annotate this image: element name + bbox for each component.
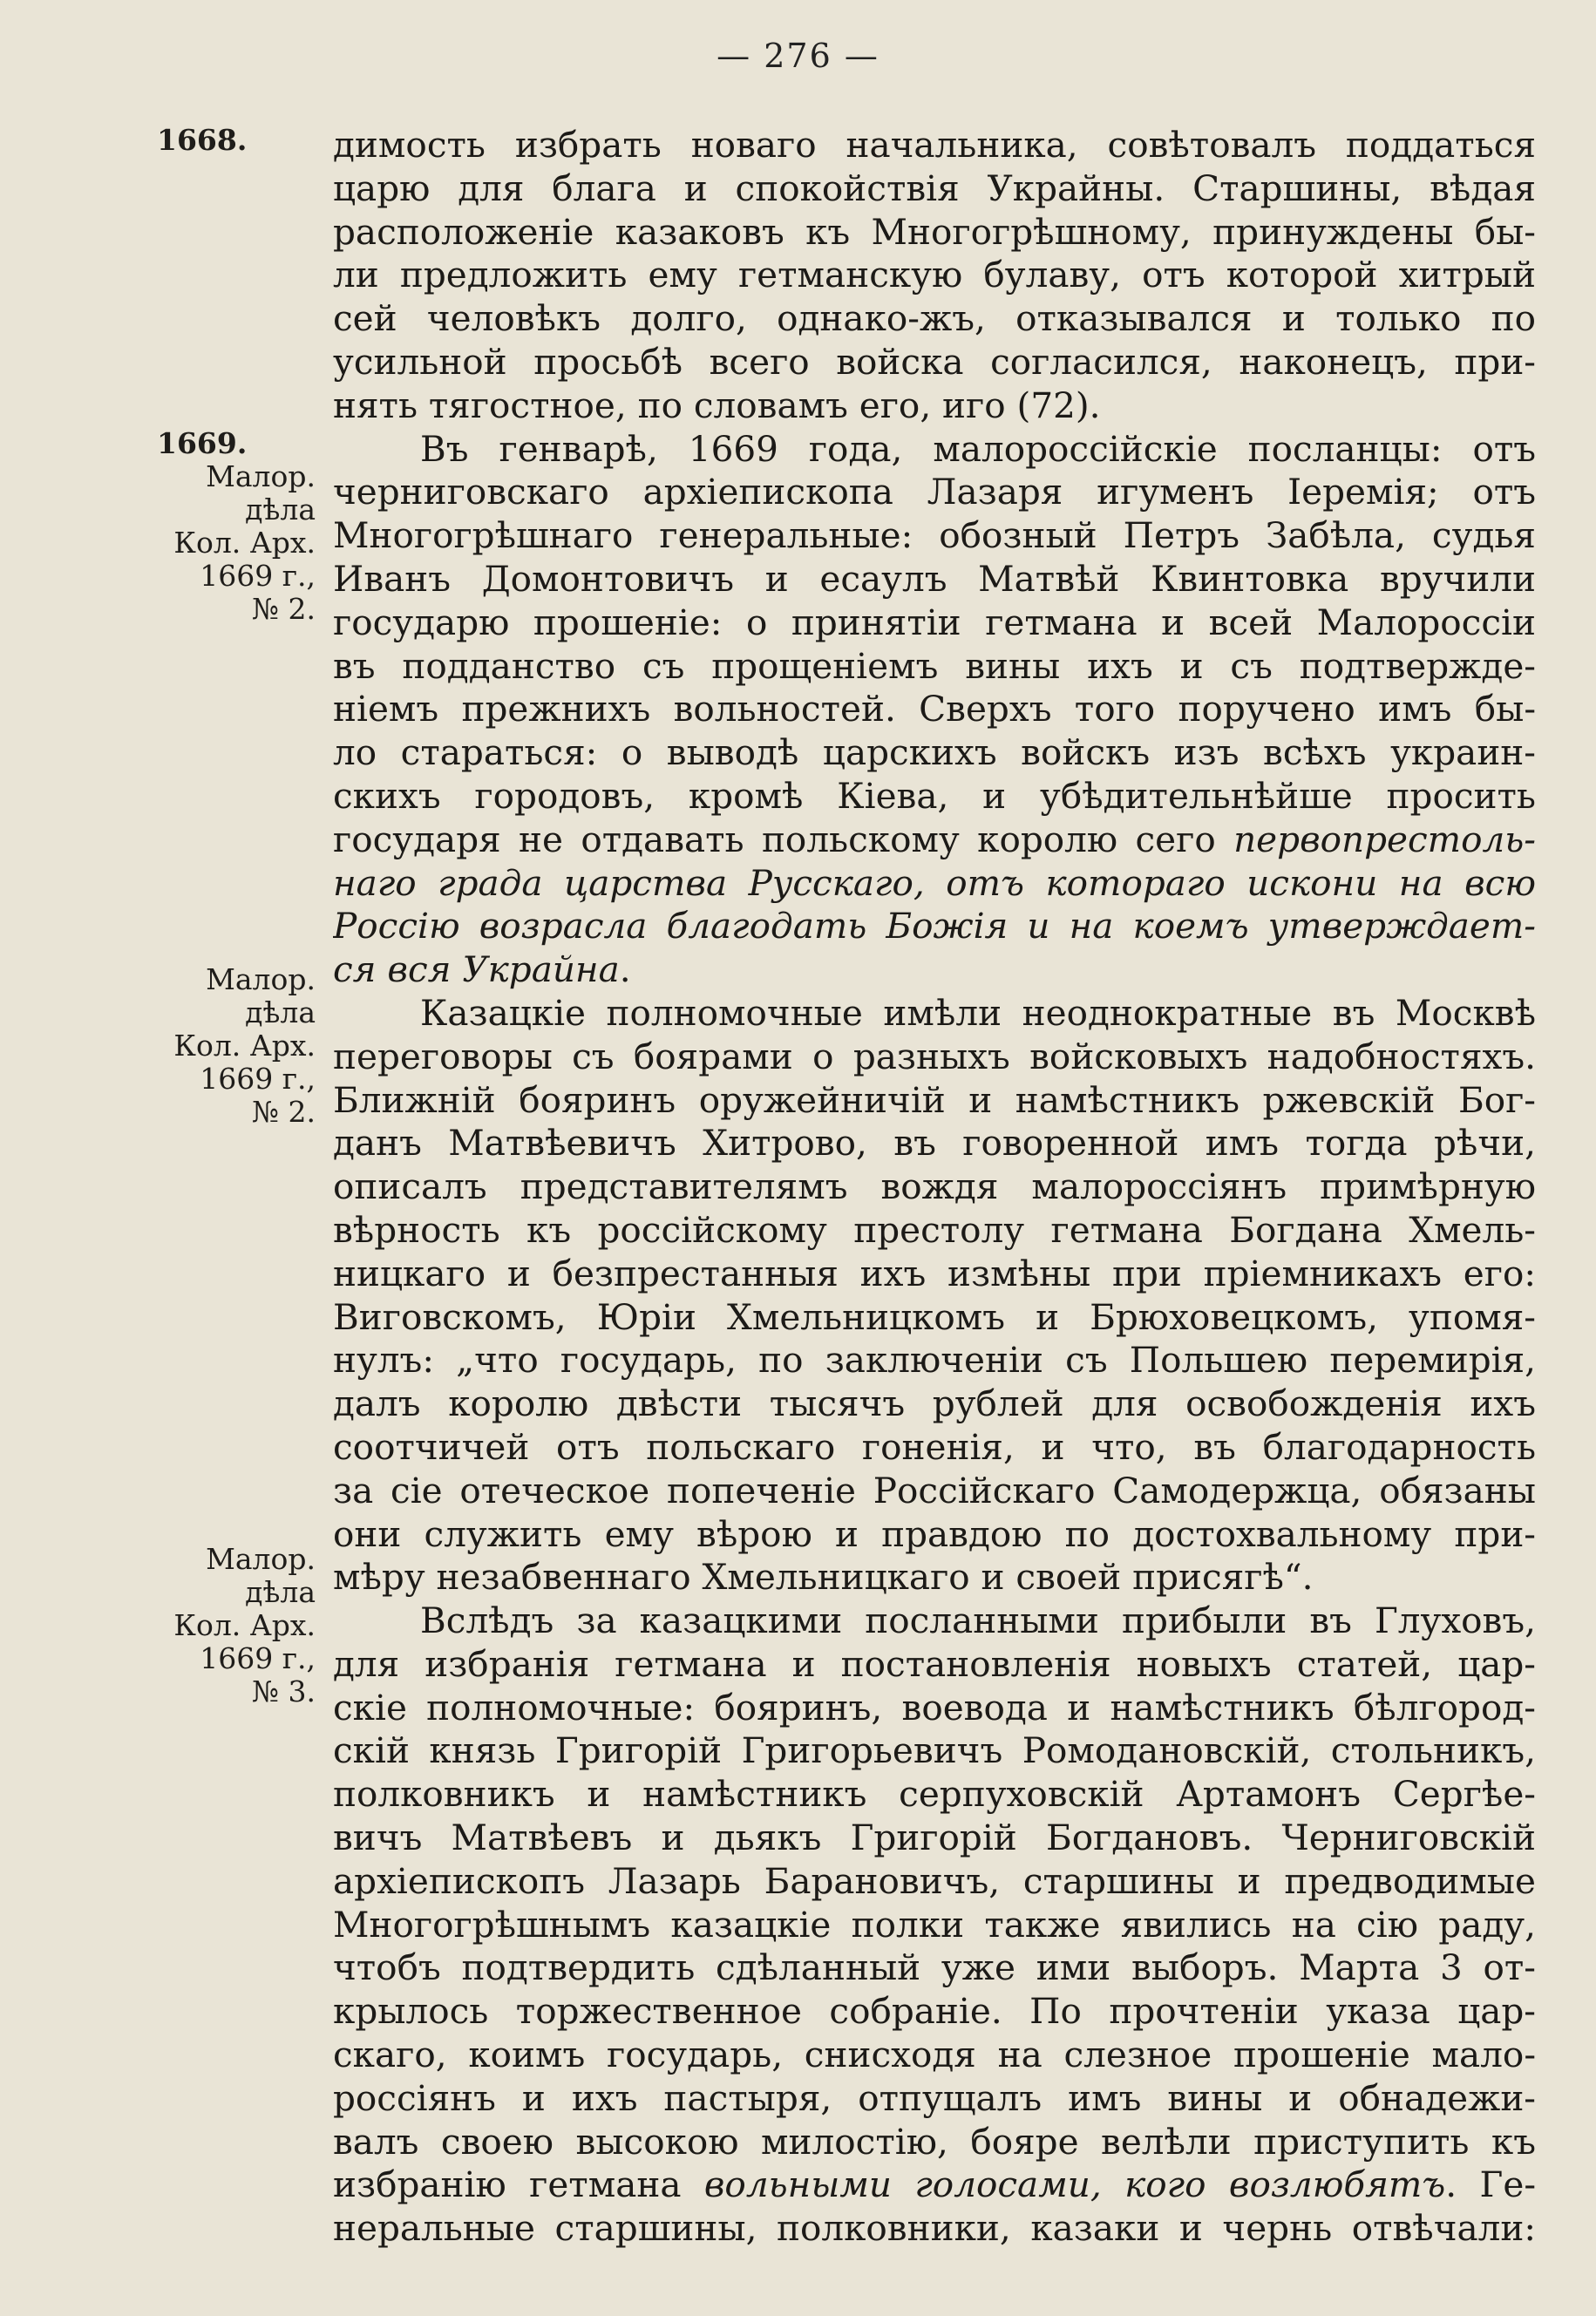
text-line: Виговскомъ, Юріи Хмельницкомъ и Брюховецкомъ, упомя- — [333, 1295, 1536, 1338]
text-line: архіепископъ Лазарь Барановичъ, старшины и предводимые — [333, 1859, 1536, 1902]
margin-note-line: 1669 г., — [200, 1062, 316, 1096]
text-line: государю прошеніе: о принятіи гетмана и всей Малороссіи — [333, 601, 1536, 643]
main-text — [333, 124, 1536, 2251]
margin-note-line: Малор. — [206, 1542, 316, 1576]
text-line: черниговскаго архіепископа Лазаря игуменъ Іеремія; отъ — [333, 471, 1536, 513]
margin-note-line: Кол. Арх. — [173, 526, 316, 560]
text-line — [333, 905, 1536, 948]
margin-note-line: 1669 г., — [200, 1641, 316, 1675]
margin-note-line: дѣла — [245, 492, 316, 526]
text-line: россіянъ и ихъ пастыря, отпущалъ имъ вины и обнадежи- — [333, 2076, 1536, 2119]
text-line: вичъ Матвѣевъ и дьякъ Григорій Богдановъ. Черниговскій — [333, 1817, 1536, 1859]
text-line: скіе полномочные: бояринъ, воевода и намѣстникъ бѣлгород- — [333, 1686, 1536, 1729]
text-line: расположеніе казаковъ къ Многогрѣшному, принуждены бы- — [333, 210, 1536, 253]
text-line: Казацкіе полномочные имѣли неоднократные въ Москвѣ — [420, 991, 1536, 1034]
italic-text: вольными голосами, кого возлюбятъ — [703, 2163, 1446, 2206]
text-line: избранію гетмана вольными голосами, кого возлюбятъ. Ге- — [333, 2163, 1536, 2206]
margin-note-line: Малор. — [206, 962, 316, 996]
text-line: чтобъ подтвердить сдѣланный уже ими выборъ. Марта 3 от- — [333, 1946, 1536, 1989]
margin-note-line: 1669 г., — [200, 559, 316, 593]
margin-note-line: дѣла — [245, 1575, 316, 1609]
text-line: ніемъ прежнихъ вольностей. Сверхъ того поручено имъ бы- — [333, 688, 1536, 730]
text-line: полковникъ и намѣстникъ серпуховскій Артамонъ Сергѣе- — [333, 1773, 1536, 1816]
margin-note-line: Кол. Арх. — [173, 1029, 316, 1063]
text-line: соотчичей отъ польскаго гоненія, и что, въ благодарность — [333, 1425, 1536, 1468]
margin-note-line: 1668. — [157, 123, 248, 157]
margin-note-line: № 3. — [251, 1674, 316, 1708]
margin-note-m1669b — [157, 963, 316, 1129]
text-line: государя не отдавать польскому королю сего первопрестоль- — [333, 818, 1536, 860]
text-line: крылось торжественное собраніе. По прочтеніи указа цар- — [333, 1990, 1536, 2033]
text-line: димость избрать новаго начальника, совѣтовалъ поддаться — [333, 124, 1536, 166]
italic-text: наго града царства Русскаго, отъ котораго искони на всю — [333, 861, 1536, 904]
text-line: скихъ городовъ, кромѣ Кіева, и убѣдительнѣйше просить — [333, 774, 1536, 817]
text-line: мѣру незабвеннаго Хмельницкаго и своей присягѣ“. — [333, 1556, 1314, 1599]
margin-note-line: Кол. Арх. — [173, 1608, 316, 1642]
text-line: сей человѣкъ долго, однако-жъ, отказывался и только по — [333, 297, 1536, 340]
text-line: скаго, коимъ государь, снисходя на слезное прошеніе мало- — [333, 2034, 1536, 2076]
text-line: вѣрность къ россійскому престолу гетмана Богдана Хмель- — [333, 1208, 1536, 1251]
page-number: — 276 — — [717, 37, 879, 75]
text-line: неральные старшины, полковники, казаки и чернь отвѣчали: — [333, 2207, 1536, 2250]
text-line: Многогрѣшнымъ казацкіе полки также явились на сію раду, — [333, 1903, 1536, 1946]
italic-text: Россію возрасла благодать Божія и на коемъ утверждает- — [333, 905, 1536, 947]
text-line: описалъ представителямъ вождя малороссіянъ примѣрную — [333, 1165, 1536, 1208]
text-line: валъ своею высокою милостію, бояре велѣли приступить къ — [333, 2120, 1536, 2163]
margin-note-line: № 2. — [251, 1095, 316, 1129]
text-line: въ подданство съ прощеніемъ вины ихъ и съ подтвержде- — [333, 644, 1536, 687]
text-line: данъ Матвѣевичъ Хитрово, въ говоренной имъ тогда рѣчи, — [333, 1122, 1536, 1165]
text-line — [333, 862, 1536, 906]
text-line: они служить ему вѣрою и правдою по достохвальному при- — [333, 1512, 1536, 1555]
italic-text: первопрестоль- — [1233, 818, 1536, 860]
margin-note-line: № 2. — [251, 592, 316, 626]
text-line: скій князь Григорій Григорьевичъ Ромодановскій, стольникъ, — [333, 1729, 1536, 1772]
text-line: усильной просьбѣ всего войска согласился, наконецъ, при- — [333, 340, 1536, 383]
text-line: ло стараться: о выводѣ царскихъ войскъ изъ всѣхъ украин- — [333, 731, 1536, 774]
margin-note-line: Малор. — [206, 459, 316, 493]
text-line: Ближній бояринъ оружейничій и намѣстникъ ржевскій Бог- — [333, 1078, 1536, 1121]
text-line: нять тягостное, по словамъ его, иго (72). — [333, 384, 1101, 426]
text-line: далъ королю двѣсти тысячъ рублей для освобожденія ихъ — [333, 1382, 1536, 1425]
text-line: царю для блага и спокойствія Украйны. Старшины, вѣдая — [333, 166, 1536, 209]
text-line: Вслѣдъ за казацкими посланными прибыли въ Глуховъ, — [420, 1599, 1536, 1642]
text-line: Въ генварѣ, 1669 года, малороссійскіе посланцы: отъ — [420, 427, 1536, 470]
text-line: ся вся Украйна. — [333, 948, 631, 991]
text-line: для избранія гетмана и постановленія новыхъ статей, цар- — [333, 1642, 1536, 1685]
text-line: Иванъ Домонтовичъ и есаулъ Матвѣй Квинтовка вручили — [333, 557, 1536, 600]
text-line: Многогрѣшнаго генеральные: обозный Петръ Забѣла, судья — [333, 514, 1536, 557]
text-line: за сіе отеческое попеченіе Россійскаго Самодержца, обязаны — [333, 1469, 1536, 1511]
text-line: нулъ: „что государь, по заключеніи съ Польшею перемирія, — [333, 1339, 1536, 1382]
margin-note-m1668 — [157, 124, 316, 157]
margin-note-line: дѣла — [245, 995, 316, 1029]
text-line: ли предложить ему гетманскую булаву, отъ которой хитрый — [333, 254, 1536, 296]
margin-note-m1669a — [157, 427, 316, 626]
italic-text: ся вся Украйна — [333, 948, 620, 991]
margin-note-line: 1669. — [157, 426, 248, 460]
margin-note-m1669c — [157, 1543, 316, 1708]
text-line: ницкаго и безпрестанныя ихъ измѣны при пріемникахъ его: — [333, 1252, 1536, 1294]
text-line: переговоры съ боярами о разныхъ войсковыхъ надобностяхъ. — [333, 1035, 1536, 1077]
